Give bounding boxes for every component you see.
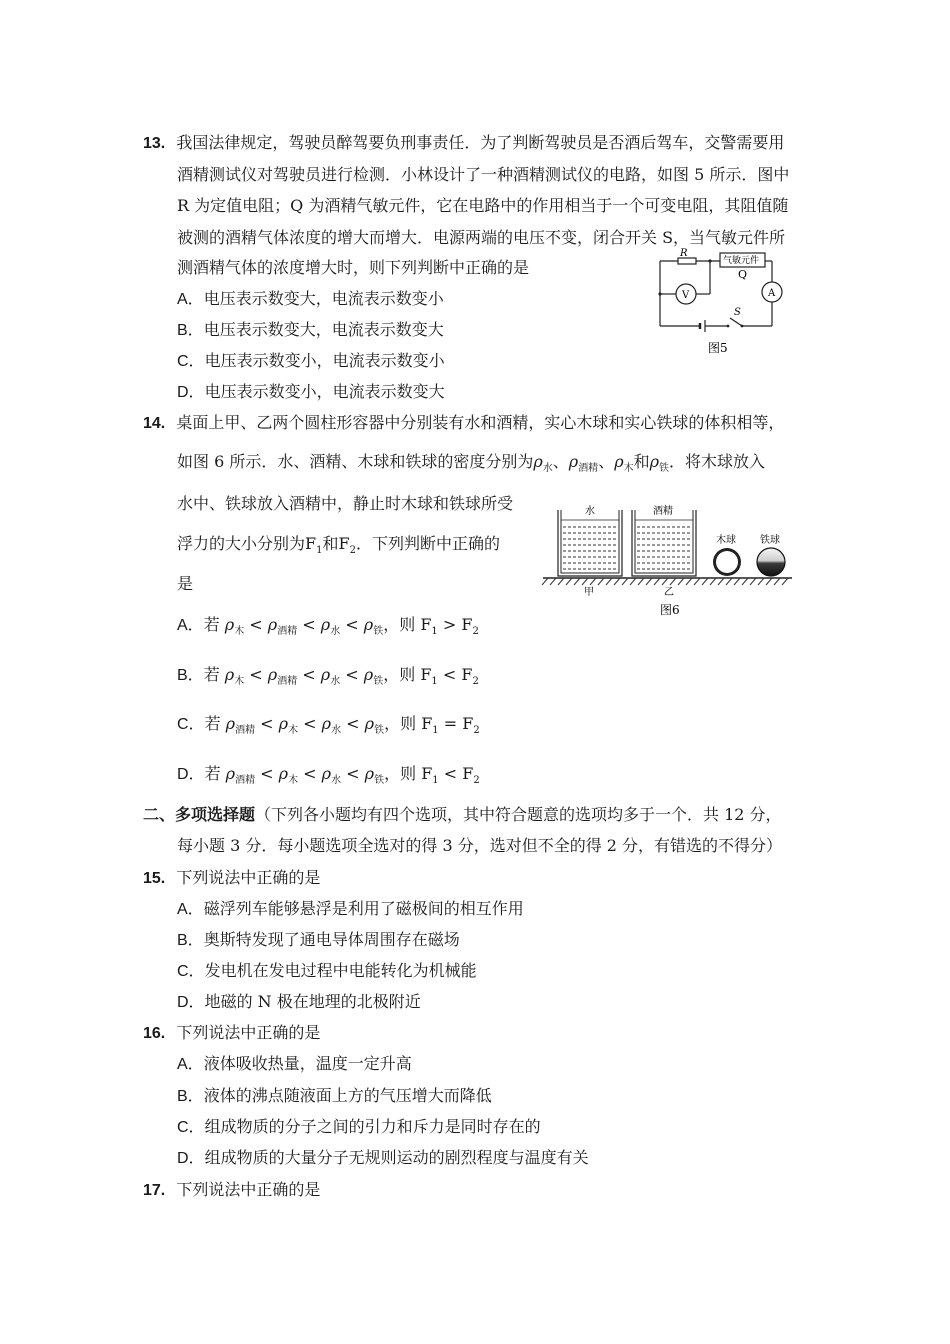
label-Q: Q — [738, 268, 748, 281]
q14-number: 14. — [143, 415, 166, 432]
q14-option-b[interactable]: B．若 $\rho_木 < \rho_{酒精} < \rho_水 < \rho_铁$，则 $F_1 < F_2$ — [177, 665, 479, 688]
q13-stem-line-3: R 为定值电阻；Q 为酒精气敏元件，它在电路中的作用相当于一个可变电阻，其阻值随 — [177, 196, 789, 215]
q15-option-c[interactable]: C．发电机在发电过程中电能转化为机械能 — [177, 961, 477, 980]
q13-option-b[interactable]: B．电压表示数变大，电流表示数变大 — [177, 320, 444, 339]
q14-option-a[interactable]: A．若 $\rho_木 < \rho_{酒精} < \rho_水 < \rho_铁$，则 $F_1 > F_2$ — [177, 615, 479, 638]
q15-option-a[interactable]: A．磁浮列车能够悬浮是利用了磁极间的相互作用 — [177, 899, 524, 918]
label-iron-ball: 铁球 — [760, 535, 780, 546]
q14-stem-line-4: 浮力的大小分别为$F_1$和$F_2$．下列判断中正确的 — [177, 534, 501, 557]
q15-option-d[interactable]: D．地磁的 N 极在地理的北极附近 — [177, 992, 421, 1011]
q15-number: 15. — [143, 870, 166, 887]
label-yi: 乙 — [664, 587, 674, 598]
q16-option-d[interactable]: D．组成物质的大量分子无规则运动的剧烈程度与温度有关 — [177, 1148, 589, 1167]
q16-stem: 下列说法中正确的是 — [176, 1023, 321, 1042]
q15-stem: 下列说法中正确的是 — [176, 868, 321, 887]
q14-option-c[interactable]: C．若 $\rho_{酒精} < \rho_木 < \rho_水 < \rho_铁$，则 $F_1 = F_2$ — [177, 714, 480, 737]
container-jia — [558, 510, 622, 576]
q14-stem-line-5: 是 — [177, 574, 194, 593]
section-2-desc-1: （下列各小题均有四个选项，其中符合题意的选项均多于一个．共 12 分， — [255, 805, 782, 824]
q14-stem-line-2: 如图 6 所示．水、酒精、木球和铁球的密度分别为$\rho_水$、$\rho_{酒精}$、$\rho_木$和$\rho_铁$．将木球放入 — [177, 452, 766, 475]
iron-ball — [757, 548, 785, 576]
q14-option-d[interactable]: D．若 $\rho_{酒精} < \rho_木 < \rho_水 < \rho_铁$，则 $F_1 < F_2$ — [177, 764, 480, 787]
label-water: 水 — [585, 506, 595, 517]
q17-stem: 下列说法中正确的是 — [176, 1180, 321, 1199]
label-S: S — [734, 307, 741, 318]
q13-stem-line-2: 酒精测试仪对驾驶员进行检测．小林设计了一种酒精测试仪的电路，如图 5 所示．图中 — [177, 165, 790, 184]
q15-option-b[interactable]: B．奥斯特发现了通电导体周围存在磁场 — [177, 930, 460, 949]
wood-ball — [713, 548, 741, 576]
q13-stem-line-5: 测酒精气体的浓度增大时，则下列判断中正确的是 — [177, 258, 530, 277]
figure-5-caption: 图5 — [708, 341, 728, 355]
figure-6-caption: 图6 — [660, 603, 680, 617]
label-alcohol: 酒精 — [653, 506, 673, 517]
q16-number: 16. — [143, 1025, 166, 1042]
label-R: R — [680, 248, 688, 259]
q13-stem-line-1: 我国法律规定，驾驶员醉驾要负刑事责任．为了判断驾驶员是否酒后驾车，交警需要用 — [176, 133, 785, 152]
q13-option-d[interactable]: D．电压表示数变小，电流表示数变大 — [177, 382, 445, 401]
label-wood-ball: 木球 — [716, 535, 736, 546]
q13-number: 13. — [143, 135, 166, 152]
label-gas-sensor: 气敏元件 — [723, 256, 760, 266]
containers-diagram — [540, 498, 795, 620]
figure-6-containers — [540, 498, 795, 620]
container-yi — [632, 510, 696, 576]
label-V: V — [682, 290, 690, 301]
q17-number: 17. — [143, 1182, 166, 1199]
q14-stem-line-1: 桌面上甲、乙两个圆柱形容器中分别装有水和酒精，实心木球和实心铁球的体积相等， — [176, 413, 785, 432]
label-jia: 甲 — [584, 587, 594, 598]
q16-option-a[interactable]: A．液体吸收热量，温度一定升高 — [177, 1054, 412, 1073]
figure-5-circuit — [650, 248, 800, 360]
q13-option-c[interactable]: C．电压表示数变小，电流表示数变小 — [177, 351, 445, 370]
q16-option-c[interactable]: C．组成物质的分子之间的引力和斥力是同时存在的 — [177, 1117, 541, 1136]
label-A: A — [768, 288, 776, 299]
switch-S — [730, 318, 742, 326]
circuit-diagram — [650, 248, 800, 360]
section-2-desc-2: 每小题 3 分．每小题选项全选对的得 3 分，选对但不全的得 2 分，有错选的不得分） — [177, 836, 783, 855]
q13-option-a[interactable]: A．电压表示数变大，电流表示数变小 — [177, 289, 444, 308]
q16-option-b[interactable]: B．液体的沸点随液面上方的气压增大而降低 — [177, 1086, 492, 1105]
q13-stem-line-4: 被测的酒精气体浓度的增大而增大．电源两端的电压不变，闭合开关 S，当气敏元件所 — [177, 228, 786, 247]
q14-stem-line-3: 水中、铁球放入酒精中，静止时木球和铁球所受 — [177, 494, 514, 513]
section-2-title: 二、多项选择题 — [143, 807, 256, 824]
